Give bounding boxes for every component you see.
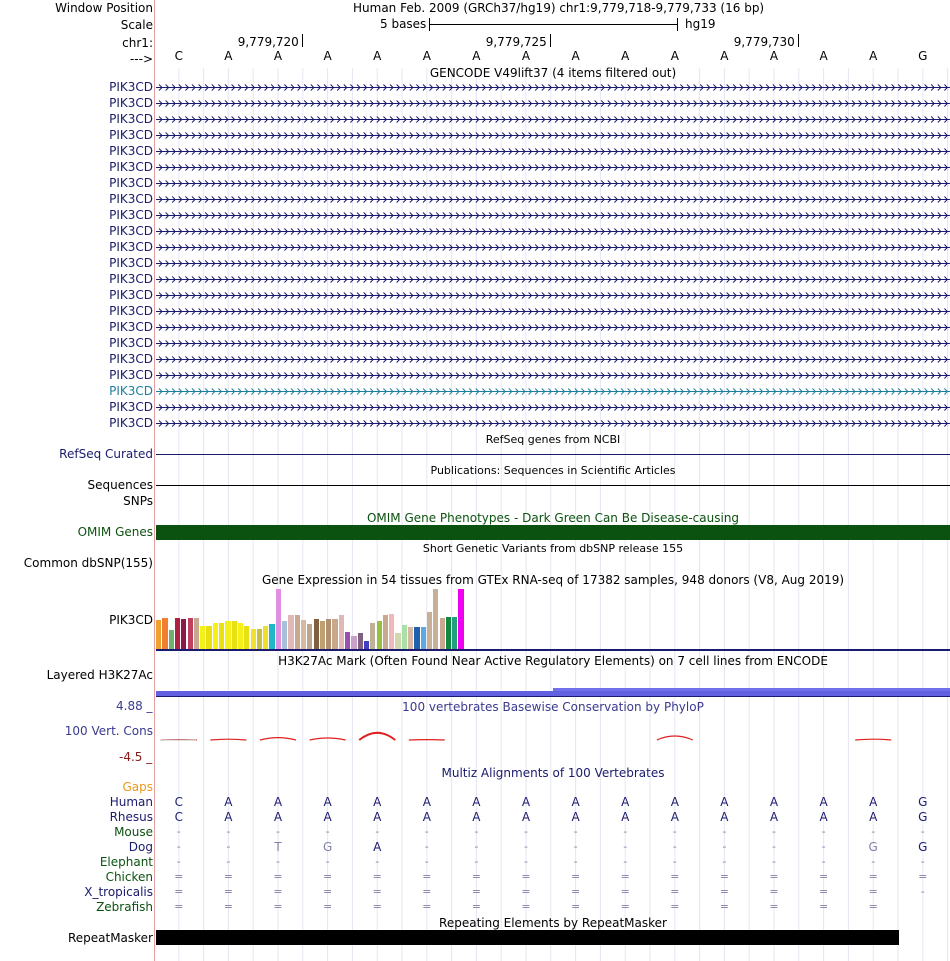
multiz-aligned-base: C [174,795,183,809]
multiz-species-label[interactable]: Mouse [114,825,153,839]
multiz-aligned-base: = [620,900,630,913]
multiz-aligned-base: - [524,855,528,868]
h3k27ac-signal-high[interactable] [553,688,950,691]
ruler-tick [798,34,799,47]
gtex-tissue-bar[interactable] [219,623,224,649]
phylop-score-mark[interactable] [657,736,693,740]
multiz-aligned-base: - [474,825,479,838]
multiz-aligned-base: - [176,840,181,853]
gtex-tissue-bar[interactable] [225,621,230,649]
multiz-aligned-base: = [868,900,878,913]
phylop-score-mark[interactable] [310,738,346,740]
gencode-transcript-intron[interactable] [156,384,950,398]
reference-base: A [819,49,828,63]
dbsnp-title: Short Genetic Variants from dbSNP release 155 [422,542,684,555]
gtex-tissue-bar[interactable] [232,621,237,649]
multiz-aligned-base: - [772,840,776,853]
multiz-aligned-base: A [323,795,332,809]
gtex-tissue-bar[interactable] [194,618,199,649]
gtex-tissue-bar[interactable] [326,619,331,649]
phylop-score-mark[interactable] [855,739,891,740]
reference-base: A [224,49,233,63]
gtex-title: Gene Expression in 54 tissues from GTEx RNA-seq of 17382 samples, 948 donors (V8, Aug 2019) [261,573,845,587]
h3k27ac-baseline [156,696,950,697]
reference-base: A [273,49,283,63]
phylop-label[interactable]: 100 Vert. Cons [64,724,153,738]
multiz-aligned-base: = [372,885,382,898]
gencode-gene-label[interactable]: PIK3CD [109,320,153,334]
multiz-aligned-base: G [868,840,878,854]
multiz-aligned-base: = [422,870,432,883]
multiz-species-label[interactable]: Zebrafish [96,900,153,914]
phylop-plot[interactable] [156,710,950,770]
multiz-aligned-base: A [224,810,233,824]
reference-base: G [918,49,928,63]
phylop-score-mark[interactable] [210,739,246,740]
gtex-tissue-bar[interactable] [345,632,350,649]
gencode-transcript-intron[interactable] [156,368,950,382]
gtex-tissue-bar[interactable] [440,618,445,649]
gtex-tissue-bar[interactable] [314,619,319,649]
scale-text: 5 bases [380,17,427,31]
gencode-transcript-intron[interactable] [156,192,950,206]
multiz-aligned-base: - [672,825,677,838]
gtex-tissue-bar[interactable] [433,589,438,649]
gtex-label[interactable]: PIK3CD [109,613,153,627]
gtex-tissue-bar[interactable] [238,623,243,649]
gencode-gene-label[interactable]: PIK3CD [109,304,153,318]
strand-label: ---> [129,52,153,66]
multiz-aligned-base: C [174,810,183,824]
multiz-aligned-base: - [722,840,727,853]
multiz-aligned-base: = [918,870,928,883]
multiz-aligned-base: T [274,840,282,854]
ruler-tick [550,34,551,47]
multiz-aligned-base: - [474,855,479,868]
ruler-tick-label: 9,779,720 [237,35,299,49]
multiz-aligned-base: A [869,810,878,824]
gencode-transcript-intron[interactable] [156,208,950,222]
multiz-aligned-base: - [871,825,876,838]
gencode-gene-label[interactable]: PIK3CD [109,128,153,142]
multiz-aligned-base: A [571,795,580,809]
multiz-aligned-base: - [524,825,528,838]
multiz-aligned-base: A [521,810,531,824]
multiz-aligned-base: = [818,900,829,913]
gencode-gene-label[interactable]: PIK3CD [109,272,153,286]
multiz-aligned-base: = [521,885,531,898]
multiz-aligned-base: = [521,900,531,913]
gtex-tissue-bar[interactable] [402,625,407,649]
multiz-aligned-base: = [372,900,382,913]
phylop-min-label: -4.5 _ [119,750,153,764]
reference-base: A [720,49,729,63]
reference-base: A [323,49,332,63]
multiz-aligned-base: - [623,825,628,838]
gencode-gene-label[interactable]: PIK3CD [109,288,153,302]
gencode-gene-label[interactable]: PIK3CD [109,336,153,350]
multiz-aligned-base: G [322,840,333,854]
multiz-aligned-base: A [273,810,283,824]
scale-db: hg19 [685,17,716,31]
gtex-tissue-bar[interactable] [339,615,344,649]
multiz-aligned-base: A [670,810,679,824]
multiz-aligned-base: = [322,885,333,898]
gtex-tissue-bar[interactable] [162,618,167,649]
multiz-aligned-base: A [720,795,729,809]
gtex-tissue-bar[interactable] [276,589,281,649]
reference-base: A [621,49,630,63]
reference-base: A [521,49,531,63]
publications-line[interactable] [156,485,950,486]
multiz-aligned-base: A [472,795,481,809]
multiz-aligned-base: - [325,855,330,868]
scale-label: Scale [120,18,153,32]
multiz-aligned-base: = [670,885,680,898]
multiz-aligned-base: A [224,795,233,809]
multiz-aligned-base: - [871,855,876,868]
gtex-tissue-bar[interactable] [181,619,186,649]
reference-base: A [869,49,878,63]
multiz-aligned-base: A [869,795,878,809]
multiz-aligned-base: - [276,855,280,868]
multiz-aligned-base: = [769,900,779,913]
gencode-transcript-intron[interactable] [156,416,950,430]
gencode-gene-label[interactable]: PIK3CD [109,352,153,366]
multiz-aligned-base: = [719,870,729,883]
gtex-tissue-bar[interactable] [452,617,457,649]
multiz-aligned-base: = [818,885,829,898]
gtex-tissue-bar[interactable] [295,615,300,649]
multiz-aligned-base: - [821,825,826,838]
gencode-title: GENCODE V49lift37 (4 items filtered out) [429,66,677,80]
window-position-label: Window Position [55,1,153,15]
gtex-tissue-bar[interactable] [389,614,394,649]
multiz-aligned-base: - [474,840,479,853]
gencode-transcript-intron[interactable] [156,336,950,350]
repeatmasker-bar[interactable] [156,930,899,945]
scale-bar-right [677,18,678,31]
gaps-label: Gaps [122,780,153,794]
multiz-aligned-base: - [226,855,231,868]
multiz-aligned-base: = [422,885,432,898]
multiz-aligned-base: - [672,840,677,853]
multiz-aligned-base: - [176,825,181,838]
multiz-species-label[interactable]: Elephant [99,855,153,869]
gencode-transcript-intron[interactable] [156,224,950,238]
ruler-tick-label: 9,779,725 [485,35,547,49]
multiz-aligned-base: - [920,855,925,868]
multiz-aligned-base: - [722,855,727,868]
omim-bar[interactable] [156,525,950,540]
gencode-transcript-intron[interactable] [156,304,950,318]
omim-title: OMIM Gene Phenotypes - Dark Green Can Be Disease-causing [366,511,740,525]
reference-base: A [472,49,481,63]
gencode-transcript-intron[interactable] [156,128,950,142]
multiz-aligned-base: = [273,885,283,898]
gencode-gene-label[interactable]: PIK3CD [109,256,153,270]
gencode-transcript-intron[interactable] [156,96,950,110]
multiz-aligned-base: = [223,900,233,913]
multiz-aligned-base: - [821,855,826,868]
gtex-tissue-bar[interactable] [206,626,211,649]
multiz-aligned-base: - [772,855,776,868]
multiz-aligned-base: A [273,795,283,809]
h3k27ac-label[interactable]: Layered H3K27Ac [46,668,153,682]
multiz-aligned-base: G [918,795,928,809]
gencode-transcript-intron[interactable] [156,112,950,126]
h3k27ac-title: H3K27Ac Mark (Often Found Near Active Regulatory Elements) on 7 cell lines from ENCODE [278,654,828,668]
multiz-aligned-base: A [571,810,580,824]
gencode-gene-label[interactable]: PIK3CD [109,208,153,222]
multiz-aligned-base: A [472,810,481,824]
multiz-aligned-base: - [424,840,429,853]
gtex-tissue-bar[interactable] [307,624,312,649]
repeatmasker-label[interactable]: RepeatMasker [67,931,153,945]
gtex-tissue-bar[interactable] [282,621,287,649]
gtex-tissue-bar[interactable] [257,629,262,649]
gtex-tissue-bar[interactable] [188,618,193,649]
multiz-aligned-base: - [226,840,231,853]
multiz-aligned-base: = [868,885,878,898]
gtex-tissue-bar[interactable] [351,636,356,649]
gencode-gene-label[interactable]: PIK3CD [109,416,153,430]
multiz-aligned-base: A [422,795,431,809]
gtex-tissue-bar[interactable] [320,621,325,649]
gtex-tissue-bar[interactable] [169,630,174,649]
dbsnp-label: Common dbSNP(155) [23,556,153,570]
multiz-aligned-base: = [422,900,432,913]
multiz-aligned-base: = [620,870,630,883]
multiz-aligned-base: - [920,825,925,838]
multiz-aligned-base: A [621,795,630,809]
gencode-transcript-intron[interactable] [156,80,950,94]
multiz-aligned-base: - [623,840,628,853]
multiz-aligned-base: = [273,870,283,883]
gtex-tissue-bar[interactable] [408,627,413,649]
ruler-tick [302,34,303,47]
multiz-species-label[interactable]: Rhesus [109,810,153,824]
reference-base: A [769,49,779,63]
multiz-aligned-base: = [670,900,680,913]
gtex-tissue-bar[interactable] [358,633,363,649]
multiz-aligned-base: G [918,840,928,854]
multiz-aligned-base: - [920,885,925,898]
phylop-title: 100 vertebrates Basewise Conservation by PhyloP [402,700,704,714]
repeatmasker-title: Repeating Elements by RepeatMasker [439,916,667,930]
gencode-gene-label[interactable]: PIK3CD [109,240,153,254]
gencode-transcript-intron[interactable] [156,320,950,334]
gtex-tissue-bar[interactable] [395,633,400,649]
multiz-aligned-base: = [719,900,729,913]
publications-label[interactable]: Sequences [87,478,153,492]
multiz-aligned-base: = [322,870,333,883]
multiz-aligned-base: A [621,810,630,824]
multiz-aligned-base: - [623,855,628,868]
gencode-gene-label[interactable]: PIK3CD [109,384,153,398]
multiz-aligned-base: - [424,825,429,838]
multiz-aligned-base: - [573,825,578,838]
gencode-transcript-intron[interactable] [156,240,950,254]
multiz-aligned-base: = [372,870,382,883]
multiz-aligned-base: = [223,870,233,883]
multiz-aligned-base: - [375,855,380,868]
gencode-transcript-intron[interactable] [156,256,950,270]
window-position-value[interactable]: Human Feb. 2009 (GRCh37/hg19) chr1:9,779,718-9,779,733 (16 bp) [353,1,765,15]
multiz-species-label[interactable]: Dog [128,840,153,854]
multiz-aligned-base: = [818,870,829,883]
multiz-aligned-base: A [769,810,779,824]
refseq-title: RefSeq genes from NCBI [485,433,621,446]
gtex-tissue-bar[interactable] [383,615,388,649]
multiz-aligned-base: = [868,870,878,883]
multiz-aligned-base: = [322,900,333,913]
multiz-aligned-base: = [570,870,581,883]
chr-label: chr1: [122,36,153,50]
gtex-tissue-bar[interactable] [251,629,256,649]
gencode-gene-label[interactable]: PIK3CD [109,368,153,382]
refseq-gene-line[interactable] [156,454,950,455]
multiz-aligned-base: A [720,810,729,824]
multiz-aligned-base: = [174,885,184,898]
refseq-label[interactable]: RefSeq Curated [59,447,153,461]
multiz-aligned-base: - [276,825,280,838]
multiz-aligned-base: A [422,810,431,824]
reference-base: C [174,49,183,63]
publications-title: Publications: Sequences in Scientific Articles [430,464,676,477]
gencode-gene-label[interactable]: PIK3CD [109,80,153,94]
multiz-aligned-base: - [672,855,677,868]
phylop-score-mark[interactable] [260,738,296,740]
gtex-bar-chart[interactable] [156,588,950,650]
snps-label: SNPs [123,494,153,508]
multiz-aligned-base: A [521,795,531,809]
multiz-aligned-base: A [373,810,382,824]
multiz-title: Multiz Alignments of 100 Vertebrates [441,766,665,780]
multiz-aligned-base: = [769,870,779,883]
multiz-aligned-base: A [819,810,828,824]
multiz-aligned-base: = [719,885,729,898]
gencode-transcript-intron[interactable] [156,144,950,158]
omim-label[interactable]: OMIM Genes [77,525,153,539]
gtex-baseline [156,649,950,651]
gencode-transcript-intron[interactable] [156,352,950,366]
gencode-transcript-intron[interactable] [156,176,950,190]
multiz-aligned-base: = [620,885,630,898]
multiz-aligned-base: A [670,795,679,809]
multiz-aligned-base: A [373,840,382,854]
multiz-aligned-base: - [524,840,528,853]
multiz-aligned-base: - [176,855,181,868]
multiz-aligned-base: = [223,885,233,898]
gencode-gene-label[interactable]: PIK3CD [109,160,153,174]
reference-base: A [422,49,431,63]
multiz-aligned-base: = [174,870,184,883]
gtex-tissue-bar[interactable] [332,619,337,649]
multiz-aligned-base: = [769,885,779,898]
track-divider [154,0,155,961]
gtex-tissue-bar[interactable] [421,627,426,649]
gtex-tissue-bar[interactable] [377,621,382,649]
multiz-aligned-base: = [471,900,481,913]
multiz-aligned-base: - [325,825,330,838]
multiz-aligned-base: = [471,870,481,883]
gencode-transcript-intron[interactable] [156,288,950,302]
multiz-aligned-base: - [226,825,231,838]
gtex-tissue-bar[interactable] [288,615,293,649]
gencode-gene-label[interactable]: PIK3CD [109,400,153,414]
gtex-tissue-bar[interactable] [200,626,205,649]
scale-bar [429,24,677,25]
multiz-aligned-base: A [769,795,779,809]
gtex-tissue-bar[interactable] [427,612,432,649]
phylop-max-label: 4.88 _ [116,699,153,713]
multiz-aligned-base: A [819,795,828,809]
gencode-transcript-intron[interactable] [156,272,950,286]
gtex-tissue-bar[interactable] [414,627,419,649]
gencode-transcript-intron[interactable] [156,160,950,174]
multiz-aligned-base: - [821,840,826,853]
gtex-tissue-bar[interactable] [301,620,306,649]
gencode-gene-label[interactable]: PIK3CD [109,176,153,190]
multiz-aligned-base: = [471,885,481,898]
gtex-tissue-bar[interactable] [213,623,218,649]
multiz-species-label[interactable]: Chicken [105,870,153,884]
multiz-species-label[interactable]: X_tropicalis [84,885,153,899]
multiz-aligned-base: = [521,870,531,883]
multiz-aligned-base: A [323,810,332,824]
gtex-tissue-bar[interactable] [364,641,369,649]
gtex-tissue-bar[interactable] [446,617,451,649]
gtex-tissue-bar[interactable] [244,626,249,649]
multiz-aligned-base: = [273,900,283,913]
gtex-tissue-bar[interactable] [175,618,180,649]
multiz-aligned-base: - [573,855,578,868]
gtex-tissue-bar[interactable] [156,620,161,649]
multiz-aligned-base: - [772,825,776,838]
reference-base: A [373,49,382,63]
gencode-gene-label[interactable]: PIK3CD [109,96,153,110]
gtex-tissue-bar[interactable] [263,626,268,649]
multiz-aligned-base: = [670,870,680,883]
multiz-aligned-base: = [570,900,581,913]
phylop-score-mark[interactable] [359,733,395,740]
gtex-tissue-bar[interactable] [269,624,274,649]
gencode-gene-label[interactable]: PIK3CD [109,112,153,126]
multiz-aligned-base: G [918,810,928,824]
gencode-gene-label[interactable]: PIK3CD [109,192,153,206]
reference-base: A [670,49,679,63]
multiz-aligned-base: - [375,825,380,838]
multiz-aligned-base: = [174,900,184,913]
ruler-tick-label: 9,779,730 [733,35,795,49]
multiz-aligned-base: - [573,840,578,853]
gtex-tissue-bar[interactable] [370,623,375,649]
multiz-species-label[interactable]: Human [109,795,153,809]
gencode-transcript-intron[interactable] [156,400,950,414]
multiz-aligned-base: - [722,825,727,838]
multiz-aligned-base: = [570,885,581,898]
gencode-gene-label[interactable]: PIK3CD [109,224,153,238]
reference-base: A [571,49,580,63]
multiz-aligned-base: A [373,795,382,809]
multiz-aligned-base: - [424,855,429,868]
gencode-gene-label[interactable]: PIK3CD [109,144,153,158]
gtex-tissue-bar[interactable] [458,589,463,649]
